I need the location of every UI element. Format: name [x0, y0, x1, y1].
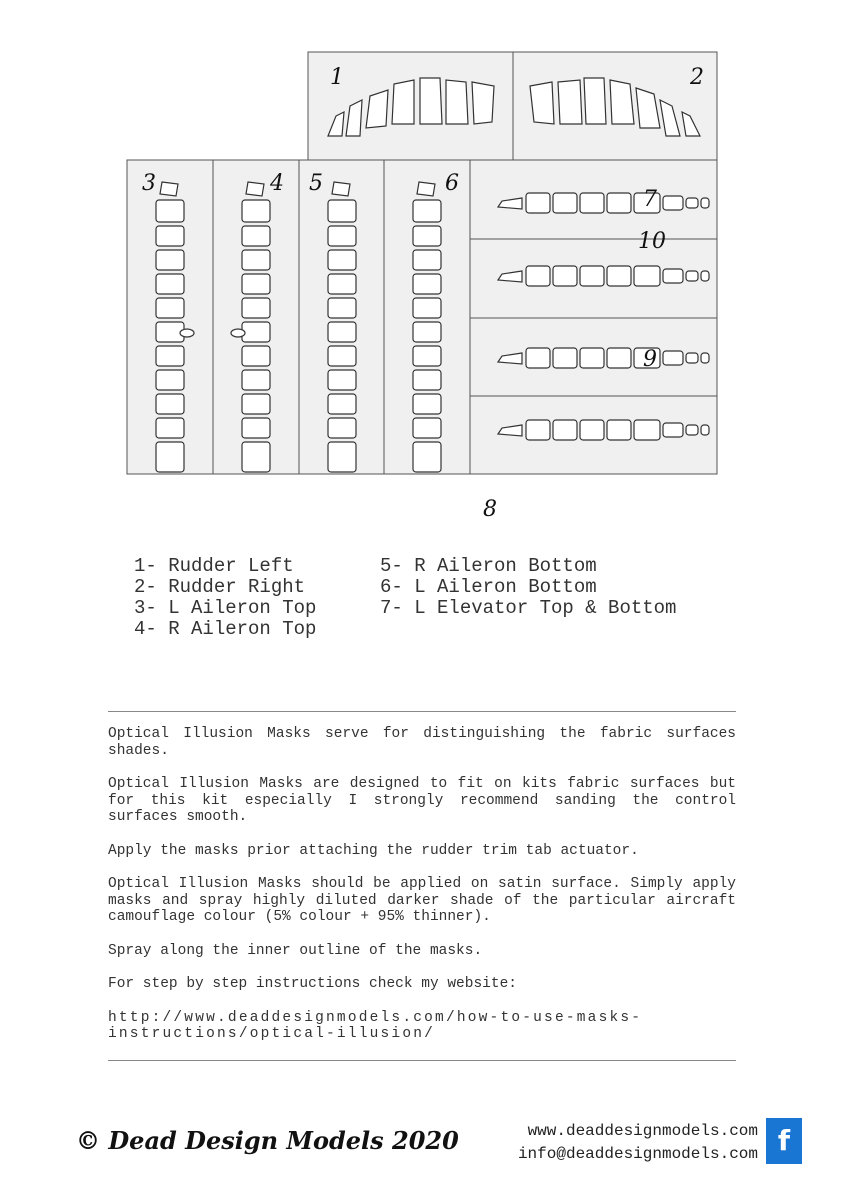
website-link[interactable]: www.deaddesignmodels.com	[527, 1122, 758, 1140]
mask-piece	[607, 193, 631, 213]
panel-label-1: 1	[330, 65, 344, 90]
mask-piece	[413, 346, 441, 366]
mask-piece	[156, 200, 184, 222]
mask-piece	[246, 182, 264, 196]
instructions-link[interactable]: http://www.deaddesignmodels.com/how-to-use-masks-instructions/optical-illusion/	[108, 1009, 643, 1042]
legend-item: 5- R Aileron Bottom	[380, 555, 597, 577]
mask-piece	[242, 418, 270, 438]
mask-piece	[526, 420, 550, 440]
copyright-logo: © Dead Design Models 2020	[76, 1126, 459, 1155]
panel-label-9: 9	[643, 347, 657, 372]
mask-piece	[634, 266, 660, 286]
legend-column-right	[380, 556, 676, 619]
mask-piece	[156, 274, 184, 294]
mask-piece	[413, 226, 441, 246]
mask-piece	[580, 420, 604, 440]
mask-piece	[328, 200, 356, 222]
mask-piece	[526, 193, 550, 213]
instruction-paragraph: Apply the masks prior attaching the rudder trim tab actuator.	[108, 842, 639, 859]
instruction-paragraph: Optical Illusion Masks are designed to fit on kits fabric surfaces but for this kit especially I strongly recommend sanding the control surfaces smooth.	[108, 776, 736, 825]
mask-piece	[328, 418, 356, 438]
mask-piece	[328, 346, 356, 366]
legend-item: 6- L Aileron Bottom	[380, 576, 597, 598]
mask-piece	[686, 198, 698, 208]
mask-piece	[328, 394, 356, 414]
contact-links	[518, 1120, 758, 1166]
mask-piece	[242, 442, 270, 472]
panel-label-3: 3	[142, 171, 156, 196]
mask-piece	[663, 351, 683, 365]
mask-piece	[686, 425, 698, 435]
mask-piece	[328, 442, 356, 472]
legend-item: 2- Rudder Right	[134, 576, 306, 598]
parts-legend	[134, 556, 754, 646]
mask-piece	[580, 348, 604, 368]
mask-piece	[413, 418, 441, 438]
mask-piece	[242, 394, 270, 414]
email-link[interactable]: info@deaddesignmodels.com	[517, 1145, 758, 1163]
panel-label-2: 2	[690, 65, 704, 90]
mask-piece	[231, 329, 245, 337]
mask-piece	[180, 329, 194, 337]
mask-piece	[156, 418, 184, 438]
mask-piece	[701, 353, 709, 363]
mask-piece	[242, 322, 270, 342]
mask-piece	[242, 274, 270, 294]
mask-piece	[553, 420, 577, 440]
panel-label-5: 5	[309, 171, 323, 196]
mask-piece	[242, 200, 270, 222]
legend-item: 4- R Aileron Top	[134, 618, 317, 640]
legend-item: 3- L Aileron Top	[134, 597, 317, 619]
instruction-paragraph: For step by step instructions check my website:	[108, 976, 517, 992]
mask-piece	[634, 420, 660, 440]
mask-piece	[242, 298, 270, 318]
mask-piece	[328, 250, 356, 270]
divider-top	[108, 711, 736, 712]
mask-piece	[580, 193, 604, 213]
instruction-paragraph: Spray along the inner outline of the masks.	[108, 942, 483, 959]
mask-piece	[413, 442, 441, 472]
mask-piece	[242, 370, 270, 390]
mask-piece	[328, 226, 356, 246]
mask-piece	[156, 226, 184, 246]
mask-piece	[701, 198, 709, 208]
mask-piece	[607, 420, 631, 440]
mask-piece	[156, 250, 184, 270]
mask-piece	[160, 182, 178, 196]
panel-label-7: 7	[643, 187, 657, 212]
panel-label-4: 4	[270, 171, 284, 196]
mask-piece	[156, 442, 184, 472]
mask-piece	[553, 193, 577, 213]
mask-piece	[156, 394, 184, 414]
legend-column-left	[134, 556, 316, 640]
mask-piece	[242, 250, 270, 270]
mask-piece	[526, 266, 550, 286]
facebook-icon[interactable]: f	[766, 1118, 802, 1164]
divider-bottom	[108, 1060, 736, 1061]
instruction-paragraph: Optical Illusion Masks serve for distinguishing the fabric surfaces shades.	[108, 726, 736, 759]
mask-piece	[413, 394, 441, 414]
mask-piece	[242, 226, 270, 246]
mask-piece	[663, 196, 683, 210]
mask-piece	[607, 348, 631, 368]
mask-piece	[413, 250, 441, 270]
mask-piece	[686, 271, 698, 281]
mask-piece	[417, 182, 435, 196]
panel-label-8: 8	[483, 497, 497, 522]
mask-piece	[413, 322, 441, 342]
mask-piece	[328, 274, 356, 294]
mask-piece	[413, 370, 441, 390]
mask-piece	[701, 425, 709, 435]
mask-piece	[328, 370, 356, 390]
mask-sheet-drawing	[0, 0, 844, 560]
mask-piece	[156, 370, 184, 390]
panel-label-6: 6	[445, 171, 459, 196]
instructions	[108, 726, 736, 1060]
mask-piece	[413, 274, 441, 294]
mask-piece	[701, 271, 709, 281]
mask-piece	[686, 353, 698, 363]
mask-piece	[332, 182, 350, 196]
instruction-paragraph: Optical Illusion Masks should be applied on satin surface. Simply apply masks and spray highly diluted darker shade of the particular aircraft camouflage colour (5% colour + 95% thinner).	[108, 876, 736, 925]
mask-piece	[553, 266, 577, 286]
mask-piece	[156, 298, 184, 318]
mask-sheet	[0, 0, 844, 560]
mask-piece	[663, 423, 683, 437]
mask-piece	[526, 348, 550, 368]
mask-piece	[607, 266, 631, 286]
legend-item: 1- Rudder Left	[134, 555, 294, 577]
mask-piece	[413, 200, 441, 222]
mask-piece	[328, 298, 356, 318]
mask-piece	[580, 266, 604, 286]
mask-piece	[413, 298, 441, 318]
mask-piece	[156, 346, 184, 366]
mask-piece	[663, 269, 683, 283]
mask-piece	[242, 346, 270, 366]
panel-label-10: 10	[638, 229, 666, 254]
mask-piece	[553, 348, 577, 368]
mask-piece	[328, 322, 356, 342]
legend-item: 7- L Elevator Top & Bottom	[380, 597, 677, 619]
